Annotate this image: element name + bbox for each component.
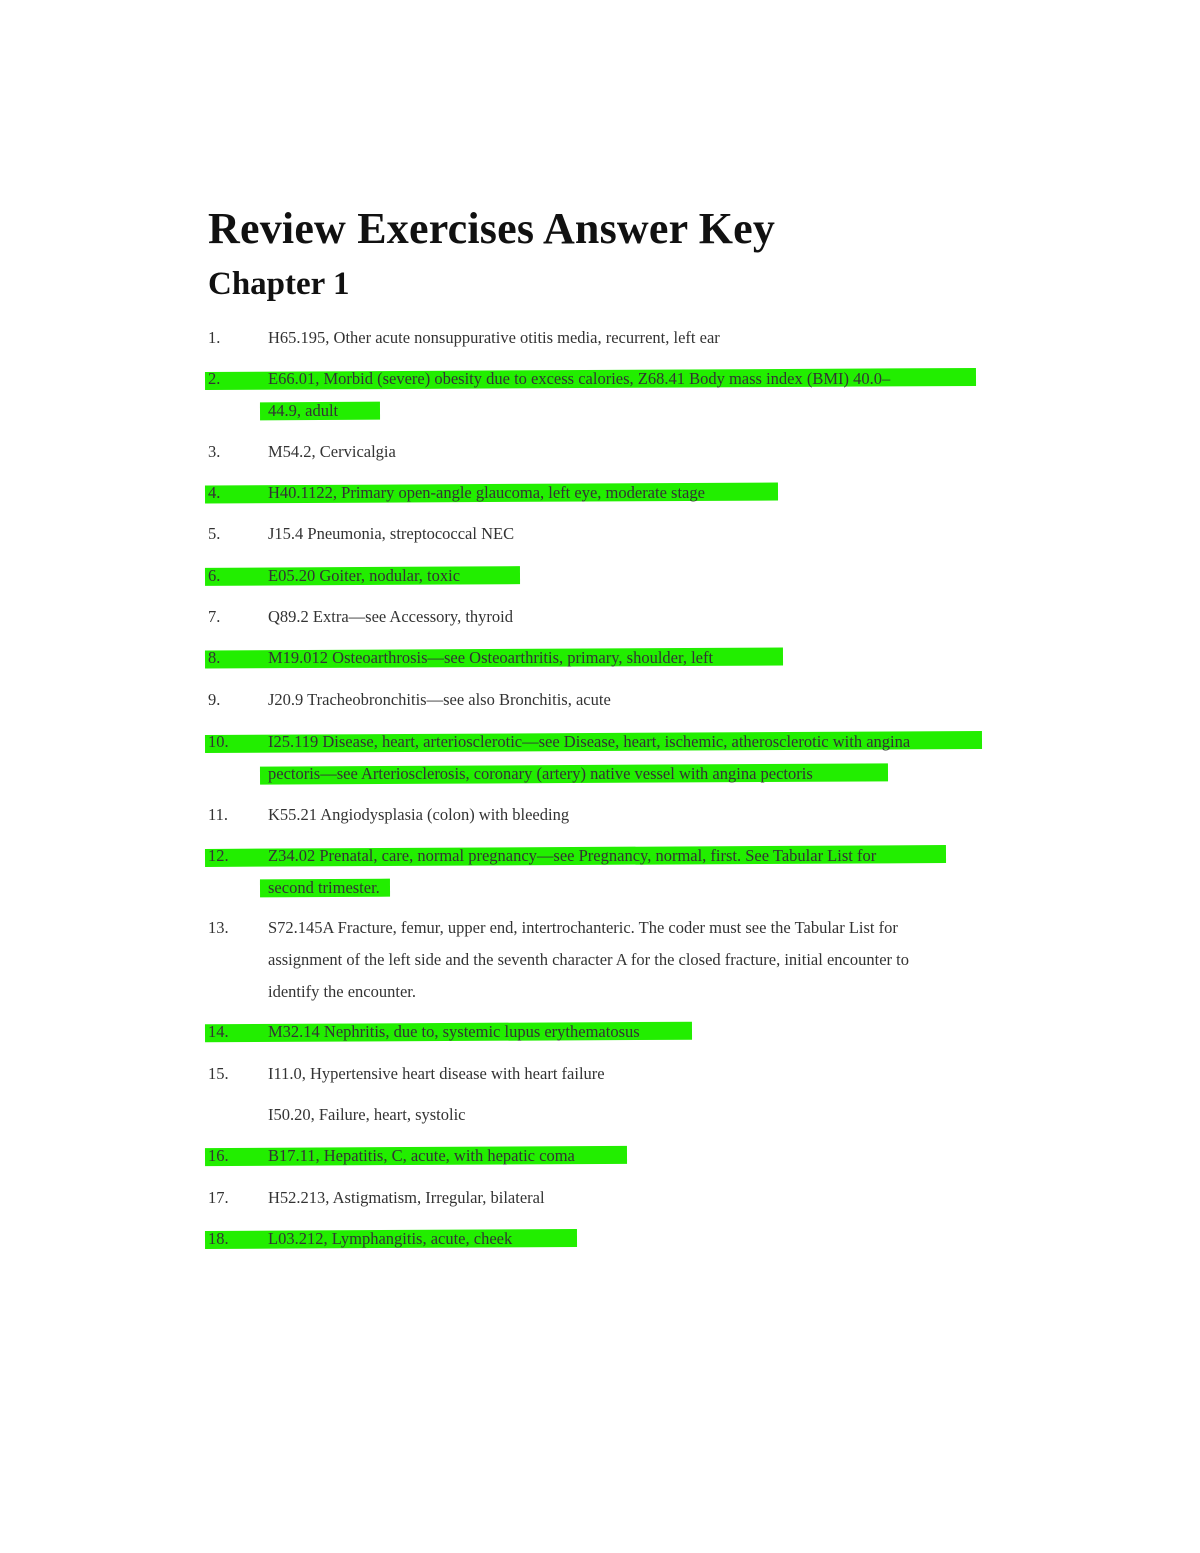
answer-text-line: assignment of the left side and the seventh character A for the closed fracture, initial encounter to xyxy=(268,950,909,969)
answer-text-line: H65.195, Other acute nonsuppurative otitis media, recurrent, left ear xyxy=(268,328,720,347)
answer-text-line: M32.14 Nephritis, due to, systemic lupus erythematosus xyxy=(268,1022,640,1041)
answer-number: 16. xyxy=(208,1146,229,1165)
answer-number: 11. xyxy=(208,805,229,824)
answer-number: 5. xyxy=(208,524,221,543)
answer-text-line: 44.9, adult xyxy=(268,401,339,420)
answer-number: 6. xyxy=(208,566,221,585)
answer-number: 15. xyxy=(208,1064,229,1083)
answer-text-line: I11.0, Hypertensive heart disease with heart failure xyxy=(268,1064,605,1083)
answer-text-line: E05.20 Goiter, nodular, toxic xyxy=(268,566,461,585)
answer-number: 8. xyxy=(208,648,221,667)
answer-text-line: B17.11, Hepatitis, C, acute, with hepatic coma xyxy=(268,1146,575,1165)
answer-text-line: M54.2, Cervicalgia xyxy=(268,442,396,461)
answer-text-line: K55.21 Angiodysplasia (colon) with bleeding xyxy=(268,805,570,824)
answer-number: 10. xyxy=(208,732,229,751)
answer-text-line: E66.01, Morbid (severe) obesity due to excess calories, Z68.41 Body mass index (BMI) 40.0– xyxy=(268,369,891,388)
answer-text-line: H40.1122, Primary open-angle glaucoma, left eye, moderate stage xyxy=(268,483,705,502)
answer-text-line: pectoris—see Arteriosclerosis, coronary (artery) native vessel with angina pectoris xyxy=(268,764,813,783)
answer-number: 3. xyxy=(208,442,221,461)
answer-text-line: S72.145A Fracture, femur, upper end, intertrochanteric. The coder must see the Tabular List for xyxy=(268,918,898,937)
answer-text-line: Z34.02 Prenatal, care, normal pregnancy—see Pregnancy, normal, first. See Tabular List for xyxy=(268,846,877,865)
answer-text-line: second trimester. xyxy=(268,878,380,897)
answer-number: 2. xyxy=(208,369,221,388)
answer-number: 7. xyxy=(208,607,221,626)
answer-number: 13. xyxy=(208,918,229,937)
chapter-heading: Chapter 1 xyxy=(208,266,350,302)
answer-text-line: L03.212, Lymphangitis, acute, cheek xyxy=(268,1229,513,1248)
answer-text-line: identify the encounter. xyxy=(268,982,416,1001)
answer-text-line: M19.012 Osteoarthrosis—see Osteoarthritis, primary, shoulder, left xyxy=(268,648,714,667)
answer-number: 9. xyxy=(208,690,221,709)
answer-text-line: Q89.2 Extra—see Accessory, thyroid xyxy=(268,607,513,626)
answer-text-line: J20.9 Tracheobronchitis—see also Bronchitis, acute xyxy=(268,690,611,709)
answer-number: 17. xyxy=(208,1188,229,1207)
answer-number: 14. xyxy=(208,1022,229,1041)
answer-text-line: H52.213, Astigmatism, Irregular, bilateral xyxy=(268,1188,545,1207)
answer-text-line: J15.4 Pneumonia, streptococcal NEC xyxy=(268,524,515,543)
answer-number: 1. xyxy=(208,328,221,347)
answer-number: 12. xyxy=(208,846,229,865)
answer-text-line: I25.119 Disease, heart, arteriosclerotic—see Disease, heart, ischemic, atherosclerotic with angina xyxy=(268,732,911,751)
answer-number: 18. xyxy=(208,1229,229,1248)
answer-number: 4. xyxy=(208,483,221,502)
document-title: Review Exercises Answer Key xyxy=(208,204,776,253)
answer-text-line: I50.20, Failure, heart, systolic xyxy=(268,1105,466,1124)
